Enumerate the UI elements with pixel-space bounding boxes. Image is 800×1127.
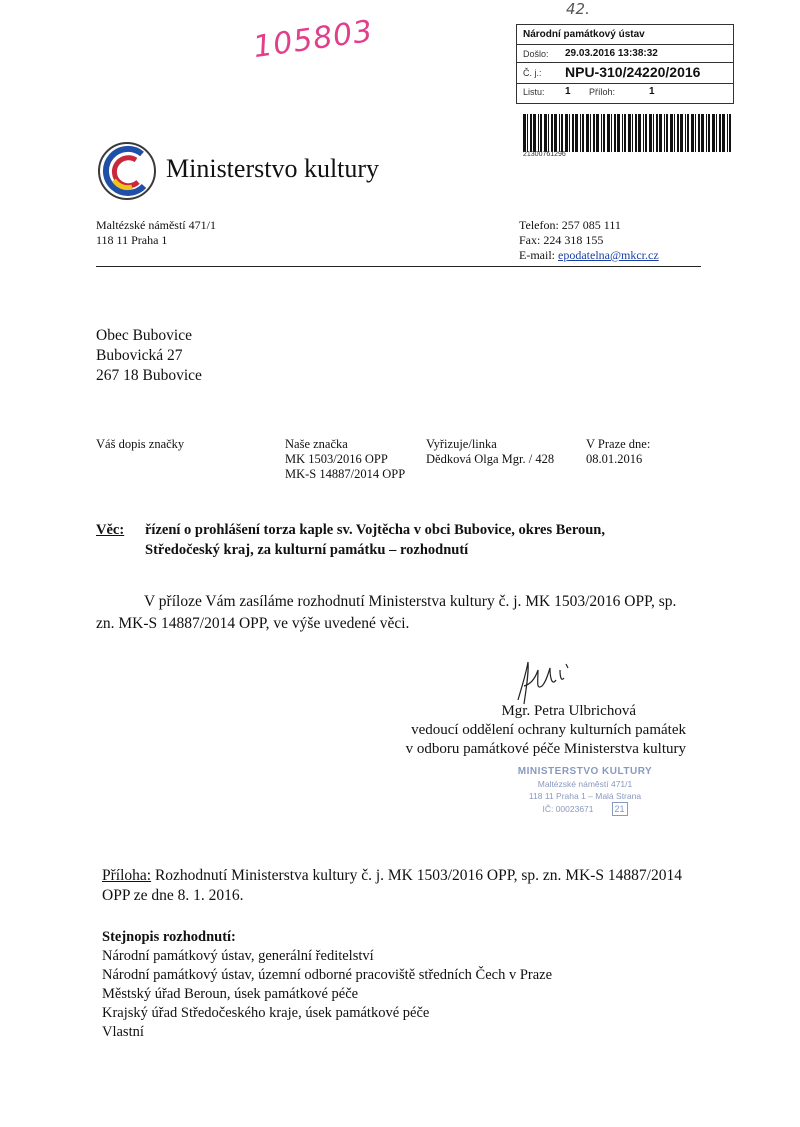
registry-stamp (516, 24, 734, 104)
barcode-number: 21300761296 (523, 151, 566, 158)
handwritten-reference-number: 105803 (251, 13, 376, 66)
handwritten-page-mark: 42. (566, 0, 590, 18)
handwritten-signature (508, 656, 578, 708)
signatory-role-2: v odboru památkové péče Ministerstva kultury (405, 741, 686, 757)
letter-body (96, 591, 706, 635)
stamp-received-label: Došlo: (523, 49, 549, 59)
address-line-2: 118 11 Praha 1 (96, 233, 168, 247)
office-stamp-title: MINISTERSTVO KULTURY (517, 766, 653, 777)
recipient-line-1: Obec Bubovice (96, 327, 192, 344)
your-letter-label: Váš dopis značky (96, 437, 185, 451)
place-date (586, 437, 650, 467)
our-ref-2: MK-S 14887/2014 OPP (285, 467, 406, 481)
copies-item: Městský úřad Beroun, úsek památkové péče (102, 986, 359, 1002)
stamp-sheets-value: 1 (565, 86, 571, 97)
email-line (519, 248, 659, 263)
copies-item: Národní památkový ústav, generální ředitelství (102, 948, 374, 964)
handled-by (426, 437, 554, 467)
stamp-institution: Národní památkový ústav (523, 29, 645, 40)
address-line-1: Maltézské náměstí 471/1 (96, 218, 216, 232)
sender-address (96, 218, 216, 248)
stamp-ref-value: NPU-310/24220/2016 (565, 64, 701, 80)
body-line-1: V příloze Vám zasíláme rozhodnutí Ministerstva kultury č. j. MK 1503/2016 OPP, sp. (144, 593, 677, 610)
office-stamp-line-3: IČ: 00023671 (542, 804, 594, 814)
office-stamp-line-1: Maltézské náměstí 471/1 (537, 779, 633, 789)
handled-label: Vyřizuje/linka (426, 437, 497, 451)
stamp-ref-label: Č. j.: (523, 68, 542, 78)
handled-value: Dědková Olga Mgr. / 428 (426, 452, 555, 466)
signatory-name: Mgr. Petra Ulbrichová (501, 703, 636, 719)
recipient-line-2: Bubovická 27 (96, 347, 183, 364)
attachment-line-2: OPP ze dne 8. 1. 2016. (102, 887, 244, 904)
header-divider (96, 266, 701, 267)
attachment-block (102, 866, 707, 906)
email-link[interactable]: epodatelna@mkcr.cz (558, 248, 659, 262)
phone: Telefon: 257 085 111 (519, 218, 621, 232)
copies-item: Krajský úřad Středočeského kraje, úsek památkové péče (102, 1005, 430, 1021)
stamp-sheets-label: Listu: (523, 87, 545, 97)
body-line-2: zn. MK-S 14887/2014 OPP, ve výše uvedené věci. (96, 615, 410, 632)
copies-title: Stejnopis rozhodnutí: (102, 929, 236, 945)
contact-block (519, 218, 659, 263)
subject-line-1: řízení o prohlášení torza kaple sv. Vojtěcha v obci Bubovice, okres Beroun, (145, 522, 605, 538)
recipient-line-3: 267 18 Bubovice (96, 367, 202, 384)
stamp-attachments-label: Příloh: (589, 87, 616, 97)
recipient-address (96, 326, 202, 386)
office-stamp-number: 21 (612, 802, 628, 816)
copies-item: Vlastní (102, 1024, 144, 1040)
barcode (523, 114, 735, 152)
signature-block (380, 702, 686, 759)
office-stamp-line-2: 118 11 Praha 1 – Malá Strana (528, 791, 642, 801)
stamp-received-value: 29.03.2016 13:38:32 (565, 48, 658, 59)
ministry-name: Ministerstvo kultury (166, 154, 380, 183)
stamp-attachments-value: 1 (649, 86, 655, 97)
subject-line-2: Středočeský kraj, za kulturní památku – rozhodnutí (145, 542, 469, 558)
subject-label: Věc: (96, 522, 125, 538)
our-ref-1: MK 1503/2016 OPP (285, 452, 388, 466)
place-date-label: V Praze dne: (586, 437, 651, 451)
copies-block (102, 928, 552, 1042)
date-value: 08.01.2016 (586, 452, 643, 466)
email-label: E-mail: (519, 248, 558, 262)
our-reference (285, 437, 405, 482)
our-ref-label: Naše značka (285, 437, 348, 451)
ministry-logo-icon (96, 140, 158, 202)
signatory-role-1: vedoucí oddělení ochrany kulturních památek (411, 722, 686, 738)
attachment-label: Příloha: (102, 867, 152, 884)
attachment-line-1: Rozhodnutí Ministerstva kultury č. j. MK 1503/2016 OPP, sp. zn. MK-S 14887/2014 (151, 867, 682, 884)
office-stamp (500, 766, 670, 816)
copies-item: Národní památkový ústav, územní odborné pracoviště středních Čech v Praze (102, 967, 553, 983)
fax: Fax: 224 318 155 (519, 233, 604, 247)
